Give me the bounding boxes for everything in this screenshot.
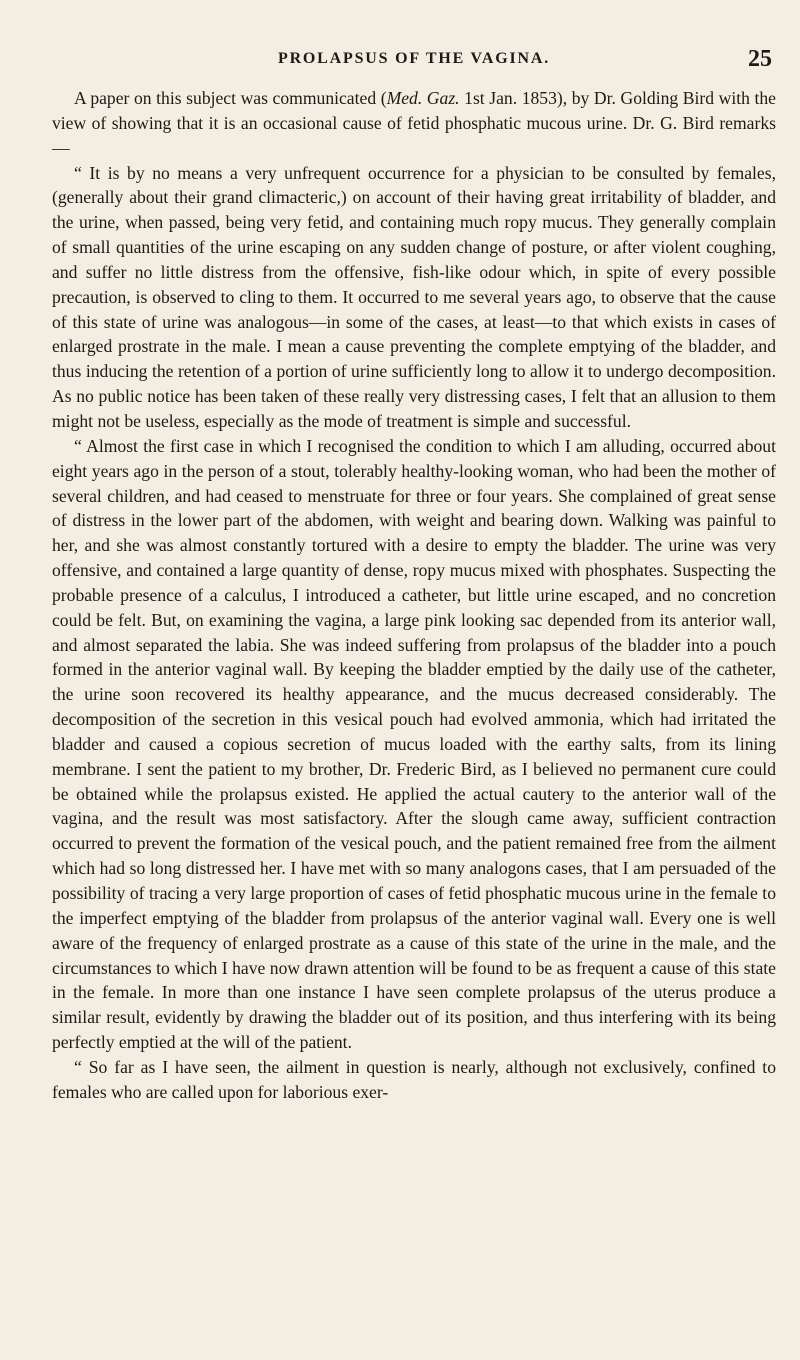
page-number: 25 [748,46,772,72]
intro-text-end: 1st Jan. 1853), by Dr. Golding Bird with the view of showing that it is an occasional cause of fetid phosphatic mucous urine. Dr. G. Bird remarks— [52,88,776,158]
running-header [52,46,776,86]
quote-paragraph-2: “ Almost the first case in which I recognised the condition to which I am alluding, occurred about eight years ago in the person of a stout, tolerably healthy-looking woman, who had been the mother of several children, and had ceased to menstruate for three or four years. She complained of great sense of distress in the lower part of the abdomen, with weight and bearing down. Walking was painful to her, and she was almost constantly tortured with a desire to empty the bladder. The urine was very offensive, and contained a large quantity of dense, ropy mucus mixed with phosphates. Suspecting the probable presence of a calculus, I introduced a catheter, but little urine escaped, and no concretion could be felt. But, on examining the vagina, a large pink looking sac depended from its anterior wall, and almost separated the labia. She was indeed suffering from prolapsus of the bladder into a pouch formed in the anterior vaginal wall. By keeping the bladder emptied by the daily use of the catheter, the urine soon recovered its healthy appearance, and the mucus decreased considerably. The decomposition of the secretion in this vesical pouch had evolved ammonia, which had irritated the bladder and caused a copious secretion of mucus loaded with the earthy salts, from its lining membrane. I sent the patient to my brother, Dr. Frederic Bird, as I believed no permanent cure could be obtained while the prolapsus existed. He applied the actual cautery to the anterior wall of the vagina, and the result was most satisfactory. After the slough came away, sufficient contraction occurred to prevent the formation of the vesical pouch, and the patient remained free from the ailment which had so long distressed her. I have met with so many analogons cases, that I am persuaded of the possibility of tracing a very large proportion of cases of fetid phosphatic mucous urine in the female to the imperfect emptying of the bladder from prolapsus of the anterior vaginal wall. Every one is well aware of the frequency of enlarged prostrate as a cause of this state of the urine in the male, and the circumstances to which I have now drawn attention will be found to be as frequent a cause of this state in the female. In more than one instance I have seen complete prolapsus of the uterus produce a similar result, evidently by drawing the bladder out of its position, and thus interfering with its being perfectly emptied at the will of the patient. [52,435,776,1053]
intro-paragraph [52,86,776,161]
quote-paragraph-1: “ It is by no means a very unfrequent occurrence for a physician to be consulted by females, (generally about their grand climacteric,) on account of their having great irritability of bladder, and the urine, when passed, being very fetid, and containing much ropy mucus. They generally complain of small quantities of the urine escaping on any sudden change of posture, or after violent coughing, and suffer no little distress from the offensive, fish-like odour which, in spite of every possible precaution, is observed to cling to them. It occurred to me several years ago, to observe that the cause of this state of urine was analogous—in some of the cases, at least—to that which exists in cases of enlarged prostrate in the male. I mean a cause preventing the complete emptying of the bladder, and thus inducing the retention of a portion of urine sufficiently long to allow it to undergo decomposition. As no public notice has been taken of these really very distressing cases, I felt that an allusion to them might not be useless, especially as the mode of treatment is simple and successful. [52,162,776,431]
running-title: PROLAPSUS OF THE VAGINA. [278,50,550,67]
intro-text-start: A paper on this subject was communicated ( [74,88,387,108]
body-text [52,86,776,1105]
quote-paragraph-3: “ So far as I have seen, the ailment in question is nearly, although not exclusively, confined to females who are called upon for laborious exer- [52,1056,776,1102]
book-page [52,46,776,1340]
citation: Med. Gaz. [386,88,460,108]
